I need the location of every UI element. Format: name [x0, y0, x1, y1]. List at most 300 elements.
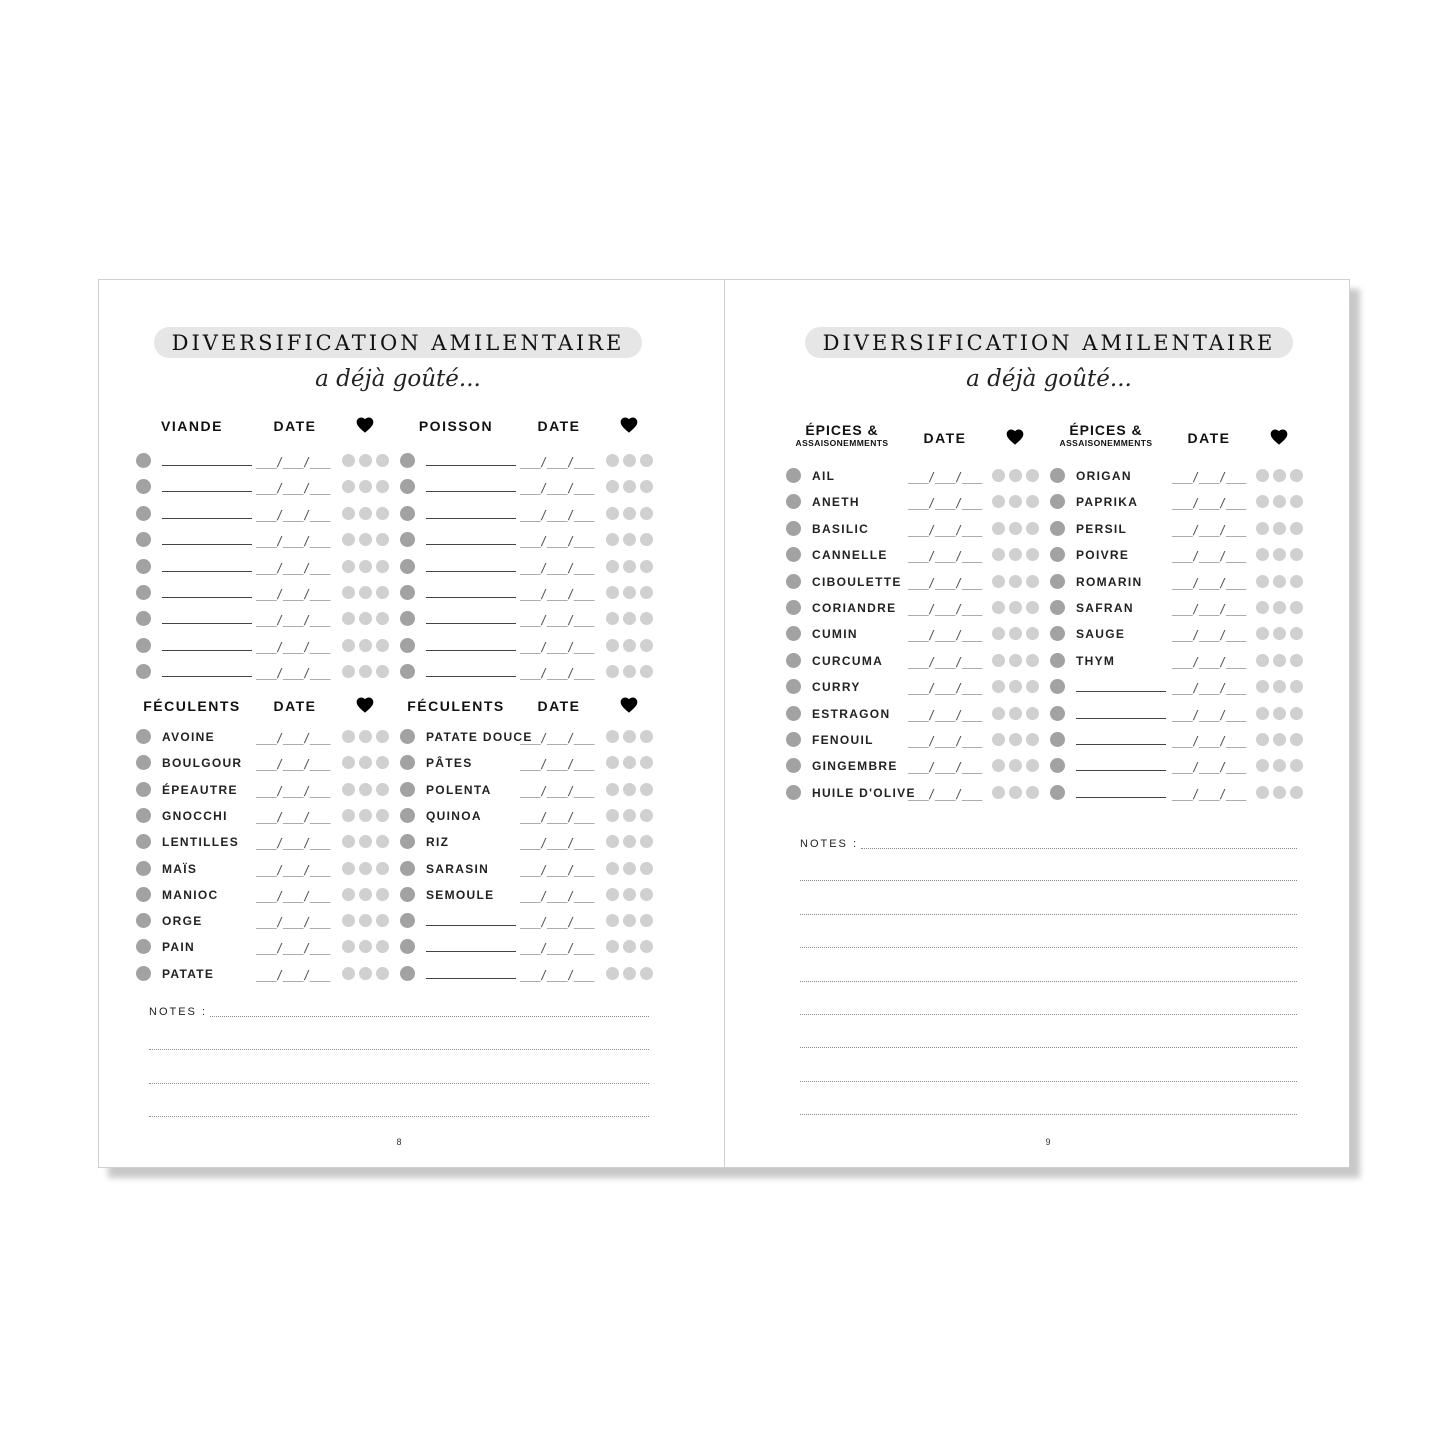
rating-dot-icon[interactable] — [1009, 707, 1022, 720]
rating-dot-icon[interactable] — [623, 730, 636, 743]
rating-dot-icon[interactable] — [1256, 575, 1269, 588]
rating-dots[interactable] — [992, 654, 1040, 668]
rating-dot-icon[interactable] — [606, 967, 619, 980]
rating-dot-icon[interactable] — [1026, 759, 1039, 772]
rating-dots[interactable] — [342, 560, 390, 574]
rating-dot-icon[interactable] — [992, 601, 1005, 614]
rating-dot-icon[interactable] — [992, 495, 1005, 508]
date-blank[interactable]: ___/___/___ — [520, 508, 594, 522]
rating-dot-icon[interactable] — [1256, 601, 1269, 614]
rating-dot-icon[interactable] — [359, 612, 372, 625]
rating-dots[interactable] — [1256, 469, 1304, 483]
date-blank[interactable]: ___/___/___ — [520, 889, 594, 903]
rating-dot-icon[interactable] — [606, 533, 619, 546]
rating-dot-icon[interactable] — [606, 940, 619, 953]
rating-dot-icon[interactable] — [992, 733, 1005, 746]
date-blank[interactable]: ___/___/___ — [908, 576, 982, 590]
notes-line[interactable] — [149, 1116, 649, 1117]
rating-dot-icon[interactable] — [606, 586, 619, 599]
rating-dot-icon[interactable] — [1256, 548, 1269, 561]
date-blank[interactable]: ___/___/___ — [256, 640, 330, 654]
food-name-blank-line[interactable] — [1076, 770, 1166, 771]
rating-dots[interactable] — [606, 507, 654, 521]
rating-dot-icon[interactable] — [623, 507, 636, 520]
date-blank[interactable]: ___/___/___ — [908, 655, 982, 669]
rating-dot-icon[interactable] — [359, 756, 372, 769]
rating-dot-icon[interactable] — [1009, 733, 1022, 746]
rating-dot-icon[interactable] — [342, 480, 355, 493]
rating-dot-icon[interactable] — [376, 454, 389, 467]
date-blank[interactable]: ___/___/___ — [1172, 708, 1246, 722]
rating-dots[interactable] — [342, 862, 390, 876]
date-blank[interactable]: ___/___/___ — [908, 496, 982, 510]
rating-dots[interactable] — [992, 759, 1040, 773]
rating-dot-icon[interactable] — [359, 940, 372, 953]
date-blank[interactable]: ___/___/___ — [256, 836, 330, 850]
date-blank[interactable]: ___/___/___ — [256, 534, 330, 548]
rating-dot-icon[interactable] — [1273, 495, 1286, 508]
rating-dot-icon[interactable] — [623, 533, 636, 546]
date-blank[interactable]: ___/___/___ — [1172, 602, 1246, 616]
rating-dot-icon[interactable] — [1273, 759, 1286, 772]
rating-dot-icon[interactable] — [342, 862, 355, 875]
rating-dots[interactable] — [606, 888, 654, 902]
date-blank[interactable]: ___/___/___ — [908, 734, 982, 748]
rating-dots[interactable] — [342, 835, 390, 849]
date-blank[interactable]: ___/___/___ — [256, 889, 330, 903]
rating-dot-icon[interactable] — [606, 730, 619, 743]
food-name-blank-line[interactable] — [426, 597, 516, 598]
rating-dot-icon[interactable] — [640, 888, 653, 901]
date-blank[interactable]: ___/___/___ — [908, 470, 982, 484]
food-name-blank-line[interactable] — [426, 465, 516, 466]
rating-dots[interactable] — [1256, 759, 1304, 773]
food-name-blank-line[interactable] — [162, 544, 252, 545]
date-blank[interactable]: ___/___/___ — [256, 731, 330, 745]
rating-dot-icon[interactable] — [1290, 733, 1303, 746]
rating-dot-icon[interactable] — [1273, 575, 1286, 588]
rating-dot-icon[interactable] — [623, 914, 636, 927]
rating-dot-icon[interactable] — [606, 480, 619, 493]
date-blank[interactable]: ___/___/___ — [256, 784, 330, 798]
date-blank[interactable]: ___/___/___ — [256, 613, 330, 627]
food-name-blank-line[interactable] — [162, 491, 252, 492]
rating-dots[interactable] — [992, 707, 1040, 721]
date-blank[interactable]: ___/___/___ — [520, 784, 594, 798]
food-name-blank-line[interactable] — [426, 623, 516, 624]
rating-dot-icon[interactable] — [606, 665, 619, 678]
date-blank[interactable]: ___/___/___ — [256, 508, 330, 522]
date-blank[interactable]: ___/___/___ — [520, 534, 594, 548]
rating-dot-icon[interactable] — [1256, 680, 1269, 693]
date-blank[interactable]: ___/___/___ — [520, 455, 594, 469]
rating-dot-icon[interactable] — [376, 665, 389, 678]
food-name-blank-line[interactable] — [426, 518, 516, 519]
food-name-blank-line[interactable] — [426, 544, 516, 545]
rating-dot-icon[interactable] — [1256, 495, 1269, 508]
date-blank[interactable]: ___/___/___ — [908, 523, 982, 537]
date-blank[interactable]: ___/___/___ — [1172, 496, 1246, 510]
rating-dot-icon[interactable] — [640, 809, 653, 822]
rating-dot-icon[interactable] — [342, 639, 355, 652]
rating-dot-icon[interactable] — [1026, 733, 1039, 746]
rating-dot-icon[interactable] — [1009, 786, 1022, 799]
rating-dot-icon[interactable] — [1290, 601, 1303, 614]
food-name-blank-line[interactable] — [426, 978, 516, 979]
rating-dot-icon[interactable] — [640, 967, 653, 980]
rating-dot-icon[interactable] — [376, 533, 389, 546]
rating-dot-icon[interactable] — [623, 665, 636, 678]
rating-dot-icon[interactable] — [623, 940, 636, 953]
rating-dot-icon[interactable] — [342, 454, 355, 467]
rating-dot-icon[interactable] — [342, 586, 355, 599]
rating-dot-icon[interactable] — [992, 627, 1005, 640]
food-name-blank-line[interactable] — [162, 650, 252, 651]
rating-dot-icon[interactable] — [623, 888, 636, 901]
rating-dots[interactable] — [342, 914, 390, 928]
rating-dot-icon[interactable] — [640, 507, 653, 520]
rating-dot-icon[interactable] — [1290, 786, 1303, 799]
rating-dot-icon[interactable] — [1026, 548, 1039, 561]
rating-dots[interactable] — [992, 786, 1040, 800]
food-name-blank-line[interactable] — [426, 925, 516, 926]
rating-dot-icon[interactable] — [376, 835, 389, 848]
rating-dot-icon[interactable] — [1256, 627, 1269, 640]
rating-dot-icon[interactable] — [1009, 495, 1022, 508]
rating-dot-icon[interactable] — [623, 835, 636, 848]
notes-line[interactable] — [800, 880, 1297, 881]
rating-dots[interactable] — [992, 495, 1040, 509]
rating-dot-icon[interactable] — [342, 835, 355, 848]
notes-line[interactable] — [800, 981, 1297, 982]
rating-dots[interactable] — [342, 967, 390, 981]
rating-dots[interactable] — [606, 967, 654, 981]
date-blank[interactable]: ___/___/___ — [520, 968, 594, 982]
food-name-blank-line[interactable] — [162, 571, 252, 572]
rating-dot-icon[interactable] — [1273, 548, 1286, 561]
rating-dot-icon[interactable] — [1026, 627, 1039, 640]
rating-dot-icon[interactable] — [623, 480, 636, 493]
rating-dot-icon[interactable] — [640, 665, 653, 678]
rating-dot-icon[interactable] — [376, 888, 389, 901]
rating-dot-icon[interactable] — [606, 454, 619, 467]
rating-dot-icon[interactable] — [1026, 495, 1039, 508]
notes-line[interactable] — [149, 1083, 649, 1084]
rating-dot-icon[interactable] — [640, 454, 653, 467]
rating-dot-icon[interactable] — [1256, 469, 1269, 482]
rating-dots[interactable] — [342, 756, 390, 770]
rating-dots[interactable] — [606, 454, 654, 468]
rating-dot-icon[interactable] — [376, 967, 389, 980]
rating-dot-icon[interactable] — [606, 612, 619, 625]
rating-dot-icon[interactable] — [640, 560, 653, 573]
rating-dot-icon[interactable] — [640, 612, 653, 625]
rating-dot-icon[interactable] — [640, 862, 653, 875]
rating-dot-icon[interactable] — [992, 575, 1005, 588]
date-blank[interactable]: ___/___/___ — [1172, 523, 1246, 537]
rating-dot-icon[interactable] — [623, 967, 636, 980]
rating-dot-icon[interactable] — [359, 586, 372, 599]
rating-dot-icon[interactable] — [1290, 707, 1303, 720]
rating-dots[interactable] — [606, 560, 654, 574]
rating-dots[interactable] — [342, 940, 390, 954]
rating-dots[interactable] — [1256, 495, 1304, 509]
rating-dot-icon[interactable] — [606, 809, 619, 822]
rating-dot-icon[interactable] — [992, 680, 1005, 693]
rating-dot-icon[interactable] — [623, 560, 636, 573]
rating-dot-icon[interactable] — [342, 783, 355, 796]
date-blank[interactable]: ___/___/___ — [1172, 549, 1246, 563]
date-blank[interactable]: ___/___/___ — [520, 915, 594, 929]
rating-dots[interactable] — [606, 639, 654, 653]
date-blank[interactable]: ___/___/___ — [1172, 470, 1246, 484]
rating-dot-icon[interactable] — [1273, 786, 1286, 799]
rating-dot-icon[interactable] — [640, 586, 653, 599]
rating-dot-icon[interactable] — [1009, 548, 1022, 561]
rating-dots[interactable] — [342, 612, 390, 626]
rating-dots[interactable] — [342, 809, 390, 823]
date-blank[interactable]: ___/___/___ — [908, 708, 982, 722]
rating-dot-icon[interactable] — [623, 862, 636, 875]
rating-dot-icon[interactable] — [342, 914, 355, 927]
rating-dot-icon[interactable] — [1026, 680, 1039, 693]
rating-dots[interactable] — [342, 454, 390, 468]
rating-dots[interactable] — [606, 940, 654, 954]
rating-dots[interactable] — [606, 612, 654, 626]
date-blank[interactable]: ___/___/___ — [908, 681, 982, 695]
date-blank[interactable]: ___/___/___ — [1172, 655, 1246, 669]
food-name-blank-line[interactable] — [1076, 718, 1166, 719]
rating-dot-icon[interactable] — [359, 783, 372, 796]
rating-dot-icon[interactable] — [1256, 654, 1269, 667]
rating-dot-icon[interactable] — [359, 835, 372, 848]
notes-line[interactable] — [800, 1114, 1297, 1115]
rating-dot-icon[interactable] — [376, 756, 389, 769]
food-name-blank-line[interactable] — [1076, 744, 1166, 745]
date-blank[interactable]: ___/___/___ — [520, 613, 594, 627]
rating-dots[interactable] — [992, 548, 1040, 562]
rating-dot-icon[interactable] — [359, 639, 372, 652]
notes-line[interactable] — [800, 1047, 1297, 1048]
notes-line[interactable] — [800, 947, 1297, 948]
rating-dot-icon[interactable] — [1290, 469, 1303, 482]
rating-dot-icon[interactable] — [606, 888, 619, 901]
rating-dot-icon[interactable] — [992, 522, 1005, 535]
rating-dots[interactable] — [992, 522, 1040, 536]
rating-dots[interactable] — [606, 730, 654, 744]
rating-dot-icon[interactable] — [342, 533, 355, 546]
rating-dot-icon[interactable] — [992, 469, 1005, 482]
rating-dot-icon[interactable] — [623, 454, 636, 467]
rating-dot-icon[interactable] — [359, 454, 372, 467]
rating-dots[interactable] — [1256, 654, 1304, 668]
rating-dot-icon[interactable] — [1256, 707, 1269, 720]
rating-dot-icon[interactable] — [606, 639, 619, 652]
date-blank[interactable]: ___/___/___ — [256, 666, 330, 680]
date-blank[interactable]: ___/___/___ — [1172, 628, 1246, 642]
rating-dots[interactable] — [992, 733, 1040, 747]
rating-dot-icon[interactable] — [1290, 548, 1303, 561]
date-blank[interactable]: ___/___/___ — [520, 640, 594, 654]
food-name-blank-line[interactable] — [1076, 691, 1166, 692]
rating-dot-icon[interactable] — [623, 639, 636, 652]
food-name-blank-line[interactable] — [162, 623, 252, 624]
food-name-blank-line[interactable] — [426, 951, 516, 952]
rating-dot-icon[interactable] — [359, 730, 372, 743]
rating-dot-icon[interactable] — [1273, 707, 1286, 720]
rating-dot-icon[interactable] — [1026, 601, 1039, 614]
food-name-blank-line[interactable] — [426, 571, 516, 572]
rating-dot-icon[interactable] — [623, 756, 636, 769]
rating-dot-icon[interactable] — [992, 654, 1005, 667]
rating-dots[interactable] — [992, 601, 1040, 615]
rating-dots[interactable] — [606, 914, 654, 928]
rating-dot-icon[interactable] — [1009, 654, 1022, 667]
rating-dots[interactable] — [1256, 601, 1304, 615]
rating-dot-icon[interactable] — [606, 507, 619, 520]
date-blank[interactable]: ___/___/___ — [520, 941, 594, 955]
date-blank[interactable]: ___/___/___ — [908, 549, 982, 563]
rating-dot-icon[interactable] — [606, 756, 619, 769]
rating-dot-icon[interactable] — [1273, 733, 1286, 746]
food-name-blank-line[interactable] — [162, 597, 252, 598]
rating-dot-icon[interactable] — [640, 639, 653, 652]
rating-dot-icon[interactable] — [376, 612, 389, 625]
rating-dot-icon[interactable] — [342, 888, 355, 901]
food-name-blank-line[interactable] — [426, 676, 516, 677]
rating-dot-icon[interactable] — [1290, 759, 1303, 772]
date-blank[interactable]: ___/___/___ — [256, 810, 330, 824]
rating-dot-icon[interactable] — [606, 862, 619, 875]
rating-dot-icon[interactable] — [623, 612, 636, 625]
notes-line[interactable] — [210, 1016, 649, 1017]
rating-dot-icon[interactable] — [1009, 601, 1022, 614]
notes-line[interactable] — [800, 1014, 1297, 1015]
date-blank[interactable]: ___/___/___ — [908, 760, 982, 774]
date-blank[interactable]: ___/___/___ — [256, 863, 330, 877]
rating-dot-icon[interactable] — [1026, 707, 1039, 720]
food-name-blank-line[interactable] — [426, 650, 516, 651]
date-blank[interactable]: ___/___/___ — [256, 915, 330, 929]
rating-dots[interactable] — [1256, 627, 1304, 641]
rating-dots[interactable] — [342, 783, 390, 797]
rating-dot-icon[interactable] — [376, 783, 389, 796]
rating-dot-icon[interactable] — [640, 940, 653, 953]
rating-dot-icon[interactable] — [376, 507, 389, 520]
date-blank[interactable]: ___/___/___ — [256, 941, 330, 955]
rating-dot-icon[interactable] — [1273, 627, 1286, 640]
date-blank[interactable]: ___/___/___ — [520, 587, 594, 601]
date-blank[interactable]: ___/___/___ — [520, 757, 594, 771]
rating-dot-icon[interactable] — [359, 888, 372, 901]
rating-dot-icon[interactable] — [376, 862, 389, 875]
food-name-blank-line[interactable] — [162, 465, 252, 466]
rating-dot-icon[interactable] — [640, 533, 653, 546]
rating-dots[interactable] — [606, 835, 654, 849]
notes-line[interactable] — [861, 848, 1297, 849]
rating-dot-icon[interactable] — [342, 809, 355, 822]
date-blank[interactable]: ___/___/___ — [520, 561, 594, 575]
rating-dot-icon[interactable] — [1009, 522, 1022, 535]
rating-dots[interactable] — [992, 680, 1040, 694]
rating-dot-icon[interactable] — [342, 665, 355, 678]
date-blank[interactable]: ___/___/___ — [520, 481, 594, 495]
rating-dots[interactable] — [606, 783, 654, 797]
food-name-blank-line[interactable] — [162, 676, 252, 677]
date-blank[interactable]: ___/___/___ — [256, 455, 330, 469]
rating-dot-icon[interactable] — [376, 940, 389, 953]
rating-dot-icon[interactable] — [992, 786, 1005, 799]
rating-dot-icon[interactable] — [640, 914, 653, 927]
rating-dots[interactable] — [606, 533, 654, 547]
rating-dots[interactable] — [992, 575, 1040, 589]
rating-dot-icon[interactable] — [342, 560, 355, 573]
rating-dot-icon[interactable] — [342, 940, 355, 953]
food-name-blank-line[interactable] — [162, 518, 252, 519]
rating-dot-icon[interactable] — [376, 586, 389, 599]
rating-dot-icon[interactable] — [1273, 469, 1286, 482]
rating-dot-icon[interactable] — [1273, 680, 1286, 693]
rating-dot-icon[interactable] — [606, 914, 619, 927]
rating-dot-icon[interactable] — [640, 480, 653, 493]
rating-dot-icon[interactable] — [606, 783, 619, 796]
rating-dots[interactable] — [342, 665, 390, 679]
rating-dot-icon[interactable] — [1273, 522, 1286, 535]
rating-dots[interactable] — [342, 586, 390, 600]
rating-dots[interactable] — [606, 586, 654, 600]
food-name-blank-line[interactable] — [426, 491, 516, 492]
rating-dots[interactable] — [606, 809, 654, 823]
rating-dot-icon[interactable] — [342, 507, 355, 520]
rating-dot-icon[interactable] — [359, 507, 372, 520]
notes-line[interactable] — [149, 1049, 649, 1050]
rating-dot-icon[interactable] — [376, 809, 389, 822]
rating-dots[interactable] — [1256, 733, 1304, 747]
rating-dots[interactable] — [1256, 707, 1304, 721]
rating-dot-icon[interactable] — [359, 533, 372, 546]
rating-dot-icon[interactable] — [1290, 522, 1303, 535]
rating-dot-icon[interactable] — [359, 862, 372, 875]
rating-dots[interactable] — [342, 507, 390, 521]
rating-dot-icon[interactable] — [1256, 733, 1269, 746]
rating-dot-icon[interactable] — [1290, 495, 1303, 508]
date-blank[interactable]: ___/___/___ — [1172, 760, 1246, 774]
date-blank[interactable]: ___/___/___ — [256, 481, 330, 495]
rating-dots[interactable] — [606, 665, 654, 679]
rating-dot-icon[interactable] — [1026, 575, 1039, 588]
date-blank[interactable]: ___/___/___ — [908, 602, 982, 616]
rating-dot-icon[interactable] — [359, 809, 372, 822]
rating-dot-icon[interactable] — [606, 560, 619, 573]
rating-dot-icon[interactable] — [342, 612, 355, 625]
rating-dot-icon[interactable] — [992, 707, 1005, 720]
rating-dot-icon[interactable] — [1256, 786, 1269, 799]
rating-dot-icon[interactable] — [1290, 680, 1303, 693]
rating-dot-icon[interactable] — [1026, 469, 1039, 482]
rating-dot-icon[interactable] — [376, 730, 389, 743]
food-name-blank-line[interactable] — [1076, 797, 1166, 798]
rating-dots[interactable] — [606, 480, 654, 494]
date-blank[interactable]: ___/___/___ — [1172, 576, 1246, 590]
rating-dot-icon[interactable] — [1290, 654, 1303, 667]
rating-dots[interactable] — [606, 862, 654, 876]
date-blank[interactable]: ___/___/___ — [256, 561, 330, 575]
rating-dot-icon[interactable] — [376, 914, 389, 927]
date-blank[interactable]: ___/___/___ — [520, 731, 594, 745]
rating-dot-icon[interactable] — [1273, 601, 1286, 614]
rating-dots[interactable] — [342, 730, 390, 744]
rating-dot-icon[interactable] — [1009, 627, 1022, 640]
